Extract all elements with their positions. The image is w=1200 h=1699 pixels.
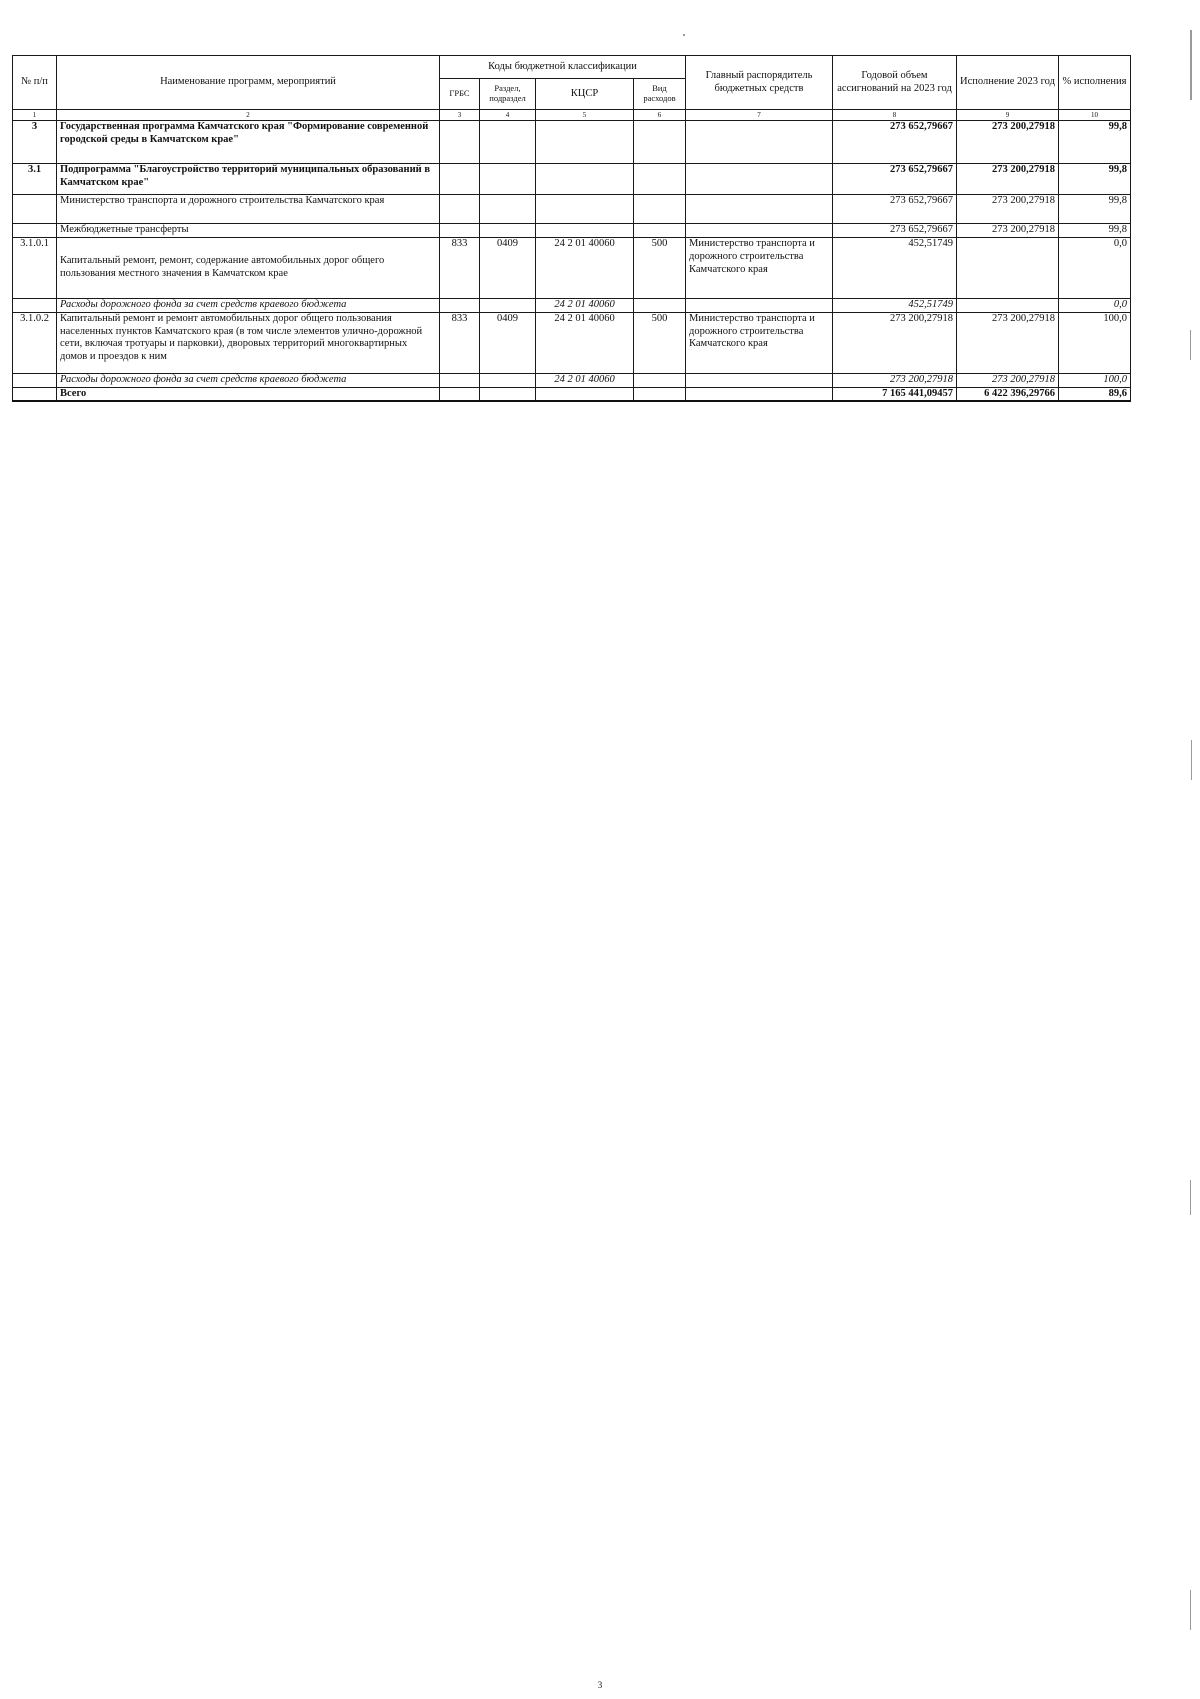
row-manager bbox=[686, 224, 833, 238]
row-grbs bbox=[440, 121, 480, 164]
row-section bbox=[480, 164, 536, 195]
row-percent: 0,0 bbox=[1059, 238, 1131, 299]
table-row bbox=[13, 238, 1131, 299]
column-number: 6 bbox=[634, 110, 686, 121]
table-row bbox=[13, 312, 1131, 373]
row-grbs bbox=[440, 387, 480, 401]
column-number: 1 bbox=[13, 110, 57, 121]
row-section bbox=[480, 373, 536, 387]
table-row bbox=[13, 299, 1131, 313]
scan-edge-mark bbox=[1190, 30, 1192, 100]
row-percent: 0,0 bbox=[1059, 299, 1131, 313]
header-section: Раздел, подраздел bbox=[480, 79, 536, 110]
header-no: № п/п bbox=[13, 56, 57, 110]
row-manager bbox=[686, 164, 833, 195]
row-volume: 273 652,79667 bbox=[833, 224, 957, 238]
row-number bbox=[13, 299, 57, 313]
row-name: Подпрограмма "Благоустройство территорий муниципальных образований в Камчатском крае" bbox=[57, 164, 440, 195]
row-kcsr bbox=[536, 121, 634, 164]
row-execution: 273 200,27918 bbox=[957, 312, 1059, 373]
row-grbs: 833 bbox=[440, 238, 480, 299]
row-number: 3.1 bbox=[13, 164, 57, 195]
row-number bbox=[13, 387, 57, 401]
row-manager bbox=[686, 387, 833, 401]
row-name: Расходы дорожного фонда за счет средств краевого бюджета bbox=[57, 373, 440, 387]
row-execution bbox=[957, 238, 1059, 299]
table-row bbox=[13, 195, 1131, 224]
row-grbs bbox=[440, 373, 480, 387]
header-kcsr: КЦСР bbox=[536, 79, 634, 110]
row-manager: Министерство транспорта и дорожного строительства Камчатского края bbox=[686, 238, 833, 299]
row-kcsr: 24 2 01 40060 bbox=[536, 312, 634, 373]
row-percent: 100,0 bbox=[1059, 312, 1131, 373]
row-grbs: 833 bbox=[440, 312, 480, 373]
row-execution: 273 200,27918 bbox=[957, 121, 1059, 164]
row-kind bbox=[634, 373, 686, 387]
header-annual-volume: Годовой объем ассигнований на 2023 год bbox=[833, 56, 957, 110]
column-number: 9 bbox=[957, 110, 1059, 121]
row-grbs bbox=[440, 164, 480, 195]
row-kind bbox=[634, 164, 686, 195]
row-name: Расходы дорожного фонда за счет средств краевого бюджета bbox=[57, 299, 440, 313]
row-kcsr: 24 2 01 40060 bbox=[536, 373, 634, 387]
column-number: 8 bbox=[833, 110, 957, 121]
row-number bbox=[13, 195, 57, 224]
header-manager: Главный распорядитель бюджетных средств bbox=[686, 56, 833, 110]
row-execution: 273 200,27918 bbox=[957, 195, 1059, 224]
scan-edge-mark bbox=[1190, 1590, 1191, 1630]
row-kind: 500 bbox=[634, 312, 686, 373]
header-percent: % исполнения bbox=[1059, 56, 1131, 110]
row-number bbox=[13, 224, 57, 238]
row-percent: 89,6 bbox=[1059, 387, 1131, 401]
scan-edge-mark bbox=[1191, 740, 1192, 780]
row-name: Государственная программа Камчатского края "Формирование современной городской среды в Камчатском крае" bbox=[57, 121, 440, 164]
row-execution: 273 200,27918 bbox=[957, 164, 1059, 195]
table-body bbox=[13, 121, 1131, 402]
row-volume: 7 165 441,09457 bbox=[833, 387, 957, 401]
column-number: 4 bbox=[480, 110, 536, 121]
row-section: 0409 bbox=[480, 312, 536, 373]
row-kind bbox=[634, 387, 686, 401]
row-execution: 273 200,27918 bbox=[957, 224, 1059, 238]
header-kind: Вид расходов bbox=[634, 79, 686, 110]
header-grbs: ГРБС bbox=[440, 79, 480, 110]
table-row bbox=[13, 373, 1131, 387]
row-number: 3.1.0.2 bbox=[13, 312, 57, 373]
table-row bbox=[13, 164, 1131, 195]
row-section: 0409 bbox=[480, 238, 536, 299]
row-number bbox=[13, 373, 57, 387]
column-number: 10 bbox=[1059, 110, 1131, 121]
row-kcsr bbox=[536, 224, 634, 238]
row-execution bbox=[957, 299, 1059, 313]
budget-execution-table bbox=[12, 55, 1131, 402]
row-kind bbox=[634, 224, 686, 238]
row-percent: 99,8 bbox=[1059, 224, 1131, 238]
row-kcsr: 24 2 01 40060 bbox=[536, 299, 634, 313]
column-number: 3 bbox=[440, 110, 480, 121]
row-kind: 500 bbox=[634, 238, 686, 299]
header-execution: Исполнение 2023 год bbox=[957, 56, 1059, 110]
column-number: 2 bbox=[57, 110, 440, 121]
row-execution: 273 200,27918 bbox=[957, 373, 1059, 387]
table-row bbox=[13, 121, 1131, 164]
column-number: 5 bbox=[536, 110, 634, 121]
scan-speck bbox=[683, 34, 685, 36]
row-section bbox=[480, 121, 536, 164]
row-name: Межбюджетные трансферты bbox=[57, 224, 440, 238]
row-volume: 273 200,27918 bbox=[833, 312, 957, 373]
row-volume: 273 652,79667 bbox=[833, 164, 957, 195]
row-kind bbox=[634, 299, 686, 313]
row-manager: Министерство транспорта и дорожного строительства Камчатского края bbox=[686, 312, 833, 373]
row-grbs bbox=[440, 224, 480, 238]
row-name: Министерство транспорта и дорожного строительства Камчатского края bbox=[57, 195, 440, 224]
row-volume: 273 200,27918 bbox=[833, 373, 957, 387]
scan-edge-mark bbox=[1190, 330, 1191, 360]
table-row-total bbox=[13, 387, 1131, 401]
row-kcsr: 24 2 01 40060 bbox=[536, 238, 634, 299]
table-row bbox=[13, 224, 1131, 238]
scan-edge-mark bbox=[1190, 1180, 1191, 1215]
row-number: 3 bbox=[13, 121, 57, 164]
row-percent: 99,8 bbox=[1059, 121, 1131, 164]
row-section bbox=[480, 195, 536, 224]
row-grbs bbox=[440, 195, 480, 224]
row-volume: 273 652,79667 bbox=[833, 121, 957, 164]
row-kcsr bbox=[536, 387, 634, 401]
page-number: 3 bbox=[597, 1680, 603, 1690]
row-manager bbox=[686, 299, 833, 313]
row-section bbox=[480, 387, 536, 401]
table-header bbox=[13, 56, 1131, 121]
header-budget-codes: Коды бюджетной классификации bbox=[440, 56, 686, 79]
column-numbers-row bbox=[13, 110, 1131, 121]
row-number: 3.1.0.1 bbox=[13, 238, 57, 299]
row-grbs bbox=[440, 299, 480, 313]
row-execution: 6 422 396,29766 bbox=[957, 387, 1059, 401]
row-name: Капитальный ремонт и ремонт автомобильных дорог общего пользования населенных пунктов Камчатского края (в том числе элементов улично-дорожной сети, включая тротуары и парковки), дворовых территорий многоквартирных домов и проездов к ним bbox=[57, 312, 440, 373]
row-manager bbox=[686, 195, 833, 224]
row-volume: 452,51749 bbox=[833, 238, 957, 299]
row-section bbox=[480, 299, 536, 313]
row-percent: 100,0 bbox=[1059, 373, 1131, 387]
row-name: Всего bbox=[57, 387, 440, 401]
row-percent: 99,8 bbox=[1059, 164, 1131, 195]
row-kcsr bbox=[536, 164, 634, 195]
row-manager bbox=[686, 373, 833, 387]
row-name: Капитальный ремонт, ремонт, содержание автомобильных дорог общего пользования местного значения в Камчатском крае bbox=[57, 238, 440, 299]
row-volume: 273 652,79667 bbox=[833, 195, 957, 224]
row-kind bbox=[634, 195, 686, 224]
header-name: Наименование программ, мероприятий bbox=[57, 56, 440, 110]
row-percent: 99,8 bbox=[1059, 195, 1131, 224]
row-volume: 452,51749 bbox=[833, 299, 957, 313]
row-kind bbox=[634, 121, 686, 164]
column-number: 7 bbox=[686, 110, 833, 121]
row-kcsr bbox=[536, 195, 634, 224]
row-manager bbox=[686, 121, 833, 164]
row-section bbox=[480, 224, 536, 238]
